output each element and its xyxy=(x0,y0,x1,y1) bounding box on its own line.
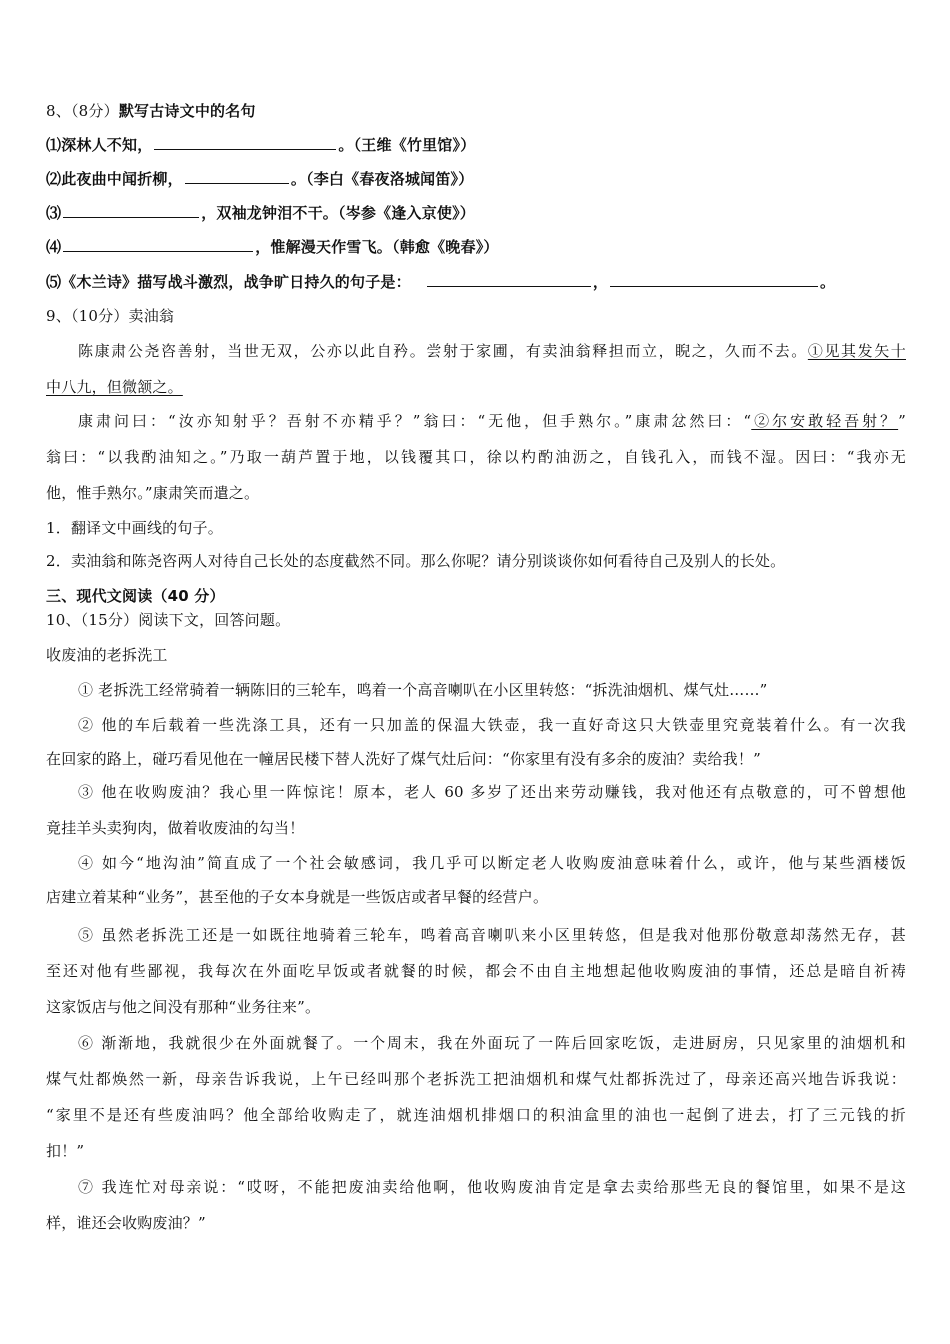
q9-p2-quote: ” xyxy=(898,412,906,430)
answer-blank[interactable] xyxy=(185,169,289,184)
q8-number: 8、 xyxy=(46,102,71,120)
q10-para-7-line1: ⑦ 我连忙对母亲说：“哎呀，不能把废油卖给他啊，他收购废油肯定是拿去卖给那些无良的餐馆里，如果不是这 xyxy=(78,1178,906,1196)
q9-passage-p2-line1 xyxy=(78,411,906,431)
q10-para-5-line2: 至还对他有些鄙视，我每次在外面吃早饭或者就餐的时候，都会不由自主地想起他收购废油的事情，还总是暗自祈祷 xyxy=(46,962,906,980)
q8-item-5-text: ⑸《木兰诗》描写战斗激烈，战争旷日持久的句子是： xyxy=(46,273,411,291)
q8-item-2-text: ⑵此夜曲中闻折柳， xyxy=(46,170,183,188)
q8-item-4-text: ，惟解漫天作雪飞。（韩愈《晚春》） xyxy=(255,238,499,256)
q9-passage-p2-line3: 他，惟手熟尔。”康肃笑而遣之。 xyxy=(46,484,260,502)
q10-para-5-line3: 这家饭店与他之间没有那种“业务往来”。 xyxy=(46,998,321,1016)
q8-item-3 xyxy=(46,203,906,223)
q10-para-7-line2: 样，谁还会收购废油？” xyxy=(46,1214,206,1232)
q10-para-3-line2: 竟挂羊头卖狗肉，做着收废油的勾当！ xyxy=(46,819,305,837)
q8-item-2-source: 。（李白《春夜洛城闻笛》） xyxy=(290,170,474,188)
q8-item-1 xyxy=(46,135,906,155)
q10-para-1: ① 老拆洗工经常骑着一辆陈旧的三轮车，鸣着一个高音喇叭在小区里转悠：“拆洗油烟机、煤气灶……” xyxy=(78,681,768,699)
q9-passage-p1-line2 xyxy=(46,377,906,397)
q8-score: （8分） xyxy=(70,102,119,120)
q9-underlined-sentence-1-cont: 中八九，但微颔之。 xyxy=(46,378,183,396)
q8-item-1-text: ⑴深林人不知， xyxy=(46,136,153,154)
q9-p1-text: 陈康肃公尧咨善射，当世无双，公亦以此自矜。尝射于家圃，有卖油翁释担而立，睨之，久而不去。 xyxy=(78,342,808,360)
q8-item-4 xyxy=(46,237,906,257)
q10-para-3-line1: ③ 他在收购废油？我心里一阵惊诧！原本，老人 60 多岁了还出来劳动赚钱，我对他还有点敬意的，可不曾想他 xyxy=(78,783,906,801)
q9-passage-p1-line1 xyxy=(78,341,906,361)
q10-para-2-line1: ② 他的车后载着一些洗涤工具，还有一只加盖的保温大铁壶，我一直好奇这只大铁壶里究竟装着什么。有一次我 xyxy=(78,716,906,734)
q8-item-1-source: 。（王维《竹里馆》） xyxy=(338,136,476,154)
q9-heading: 9、（10分）卖油翁 xyxy=(46,307,175,325)
q10-para-5-line1: ⑤ 虽然老拆洗工还是一如既往地骑着三轮车，鸣着高音喇叭来小区里转悠，但是我对他那份敬意却荡然无存，甚 xyxy=(78,926,906,944)
q10-para-2-line2: 在回家的路上，碰巧看见他在一幢居民楼下替人洗好了煤气灶后问：“你家里有没有多余的废油？卖给我！” xyxy=(46,750,761,768)
q9-underlined-sentence-2: ②尔安敢轻吾射？ xyxy=(751,412,899,430)
q9-passage-p2-line2: 翁曰：“以我酌油知之。”乃取一葫芦置于地，以钱覆其口，徐以杓酌油沥之，自钱孔入，而钱不湿。因曰：“我亦无 xyxy=(46,448,906,466)
q10-para-6-line4: 扣！” xyxy=(46,1142,85,1160)
q8-item-3-text: ，双袖龙钟泪不干。（岑参《逢入京使》） xyxy=(201,204,476,222)
q10-para-6-line1: ⑥ 渐渐地，我就很少在外面就餐了。一个周末，我在外面玩了一阵后回家吃饭，走进厨房，只见家里的油烟机和 xyxy=(78,1034,906,1052)
q8-item-5-end: 。 xyxy=(820,273,836,291)
q9-task-2: 2．卖油翁和陈尧咨两人对待自己长处的态度截然不同。那么你呢？请分别谈谈你如何看待自己及别人的长处。 xyxy=(46,552,786,570)
answer-blank[interactable] xyxy=(427,272,591,287)
q10-para-6-line2: 煤气灶都焕然一新，母亲告诉我说，上午已经叫那个老拆洗工把油烟机和煤气灶都拆洗过了，母亲还高兴地告诉我说： xyxy=(46,1070,906,1088)
q8-item-3-num: ⑶ xyxy=(46,204,62,222)
q10-para-4-line2: 店建立着某种“业务”，甚至他的子女本身就是一些饭店或者早餐的经营户。 xyxy=(46,888,549,906)
section-3-heading: 三、现代文阅读（40 分） xyxy=(46,587,225,605)
answer-blank[interactable] xyxy=(63,203,199,218)
q9-task-1: 1．翻译文中画线的句子。 xyxy=(46,519,223,537)
q10-article-title: 收废油的老拆洗工 xyxy=(46,646,168,664)
q8-item-4-num: ⑷ xyxy=(46,238,62,256)
q10-heading: 10、（15分）阅读下文，回答问题。 xyxy=(46,611,291,629)
q8-item-2 xyxy=(46,169,906,189)
q9-p2-text: 康肃问曰：“汝亦知射乎？吾射不亦精乎？”翁曰：“无他，但手熟尔。”康肃忿然曰：“ xyxy=(78,412,752,430)
q9-underlined-sentence-1: ①见其发矢十 xyxy=(807,342,906,360)
q8-item-5 xyxy=(46,272,906,292)
q8-heading xyxy=(46,101,906,121)
answer-blank[interactable] xyxy=(610,272,818,287)
q8-title: 默写古诗文中的名句 xyxy=(118,102,256,120)
q10-para-4-line1: ④ 如今“地沟油”简直成了一个社会敏感词，我几乎可以断定老人收购废油意味着什么，或许，他与某些酒楼饭 xyxy=(78,854,906,872)
q10-para-6-line3: “家里不是还有些废油吗？他全部给收购走了，就连油烟机排烟口的积油盒里的油也一起倒了进去，打了三元钱的折 xyxy=(46,1106,906,1124)
answer-blank[interactable] xyxy=(154,135,336,150)
answer-blank[interactable] xyxy=(63,237,253,252)
q8-item-5-comma: ， xyxy=(592,273,609,291)
